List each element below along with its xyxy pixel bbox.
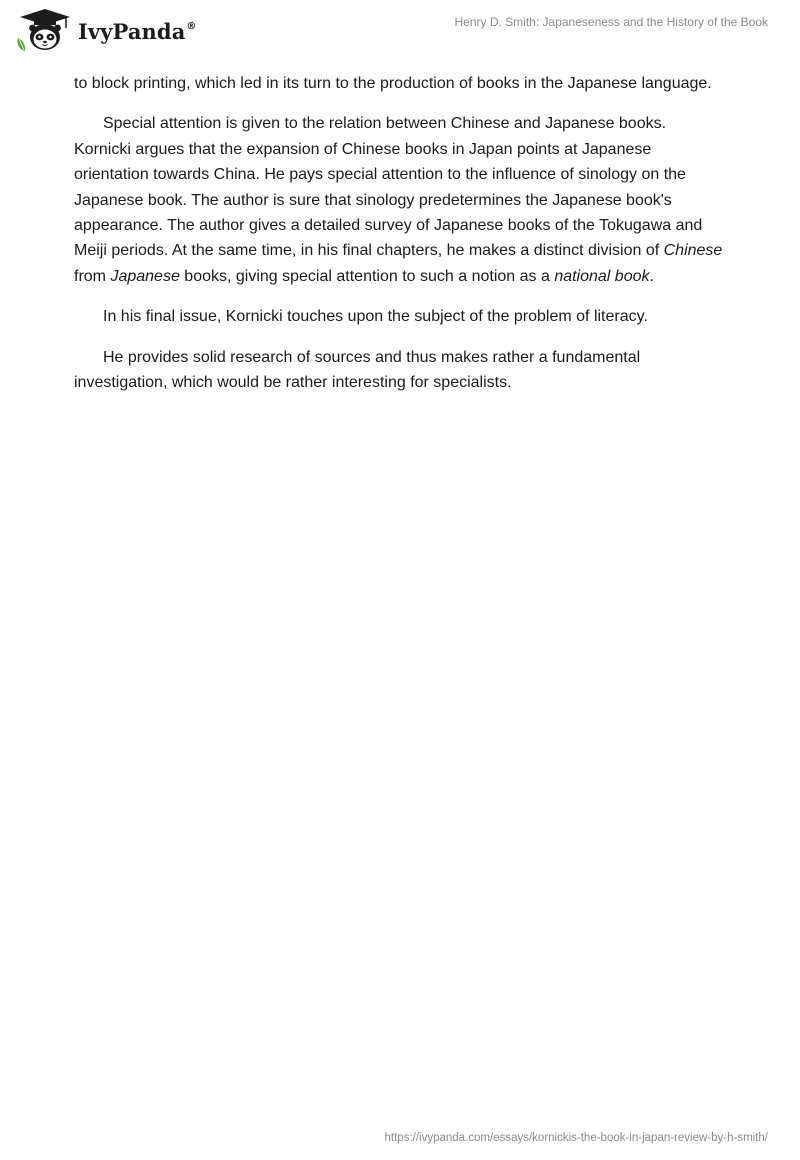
essay-body (74, 71, 724, 410)
paragraph-text: from (74, 267, 111, 285)
emphasis-chinese: Chinese (663, 242, 723, 260)
paragraph-literacy: In his final issue, Kornicki touches upon the subject of the problem of literacy. (103, 308, 648, 326)
emphasis-national-book: national book (554, 267, 650, 285)
paragraph-continuation: to block printing, which led in its turn to the production of books in the Japanese language. (74, 75, 712, 92)
paragraph-text: books, giving special attention to such a notion as a (179, 267, 555, 285)
panda-graduate-icon (14, 8, 76, 52)
paragraph-research-conclusion: He provides solid research of sources and thus makes rather a fundamental investigation, which would be rather interesting for specialists. (74, 348, 641, 392)
emphasis-japanese: Japanese (110, 267, 180, 285)
page-header (0, 0, 800, 64)
paragraph-text: . (649, 267, 654, 285)
logo-wordmark-text: IvyPanda (78, 18, 186, 44)
paragraph-text: Special attention is given to the relation between Chinese and Japanese books. Kornicki argues that the expansion of Chinese books in Japan points at Japanese orientation towards China. He pays special attention to the influence of sinology on the Japanese book. The author is sure that sinology predetermines the Japanese book's appearance. The author gives a detailed survey of Japanese books of the Tokugawa and Meiji periods. At the same time, in his final chapters, he makes a distinct division of (74, 115, 703, 260)
ivypanda-logo[interactable] (14, 8, 197, 52)
logo-wordmark (78, 18, 197, 44)
registered-mark: ® (186, 20, 197, 32)
source-url[interactable]: https://ivypanda.com/essays/kornickis-the-book-in-japan-review-by-h-smith/ (384, 1132, 768, 1144)
paragraph-chinese-japanese-books (74, 111, 724, 289)
document-title: Henry D. Smith: Japaneseness and the History of the Book (454, 15, 768, 29)
